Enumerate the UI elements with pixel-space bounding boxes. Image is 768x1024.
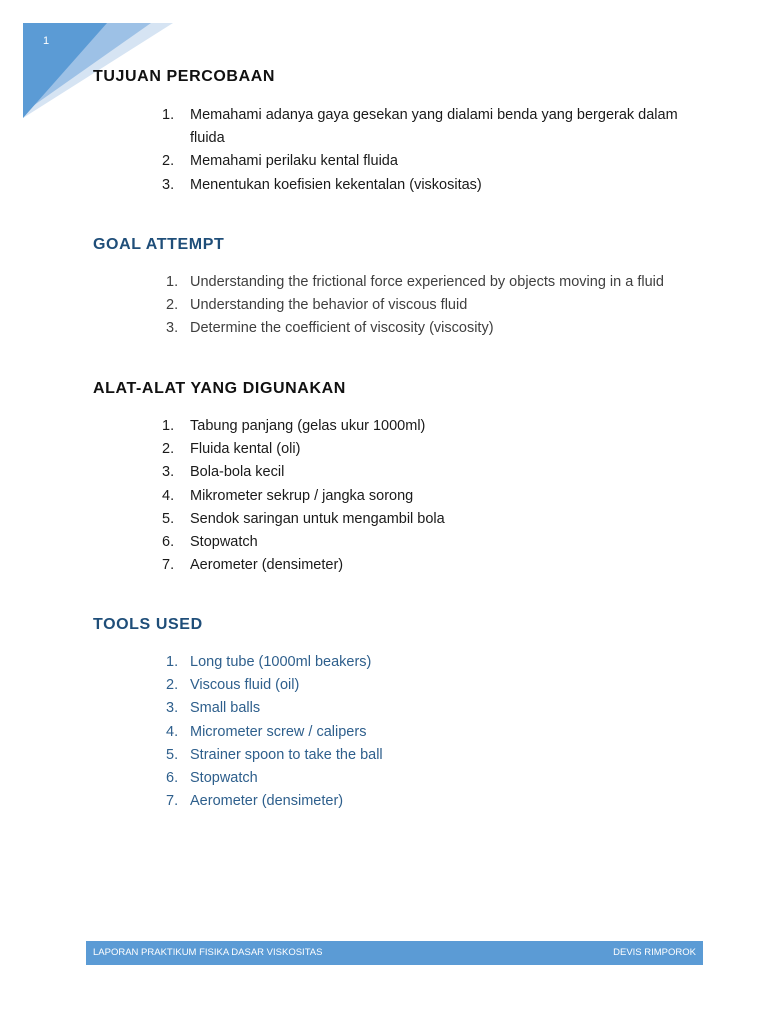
list-item: 4. Mikrometer sekrup / jangka sorong: [162, 487, 414, 504]
list-item: 6. Stopwatch: [162, 534, 258, 551]
goal-list: [166, 271, 706, 341]
footer-author: DEVIS RIMPOROK: [613, 947, 696, 958]
list-item: 2. Memahami perilaku kental fluida: [162, 153, 398, 170]
tools-list: [166, 651, 686, 813]
footer-title: LAPORAN PRAKTIKUM FISIKA DASAR VISKOSITAS: [93, 947, 323, 958]
list-item: 1. Tabung panjang (gelas ukur 1000ml): [162, 418, 426, 434]
list-item: 5. Strainer spoon to take the ball: [166, 746, 383, 763]
tujuan-list: [162, 104, 682, 197]
list-item: 2. Viscous fluid (oil): [166, 677, 300, 694]
list-item: 1. Memahami adanya gaya gesekan yang dialami benda yang bergerak dalam fluida: [162, 107, 678, 147]
list-item: 2. Understanding the behavior of viscous fluid: [166, 297, 468, 314]
alat-list: [162, 415, 682, 577]
page-footer: [86, 941, 703, 965]
section-heading-alat: ALAT-ALAT YANG DIGUNAKAN: [93, 380, 346, 397]
list-item: 4. Micrometer screw / calipers: [166, 723, 367, 740]
list-item: 3. Determine the coefficient of viscosity (viscosity): [166, 320, 494, 337]
page-number: 1: [43, 35, 50, 47]
section-heading-goal: GOAL ATTEMPT: [93, 236, 225, 253]
list-item: 7. Aerometer (densimeter): [162, 557, 344, 574]
list-item: 3. Bola-bola kecil: [162, 464, 285, 481]
list-item: 3. Small balls: [166, 700, 261, 717]
list-item: 1. Understanding the frictional force experienced by objects moving in a fluid: [166, 274, 664, 290]
list-item: 6. Stopwatch: [166, 770, 258, 787]
section-heading-tujuan: TUJUAN PERCOBAAN: [93, 68, 276, 85]
list-item: 7. Aerometer (densimeter): [166, 793, 344, 810]
list-item: 2. Fluida kental (oli): [162, 441, 301, 458]
list-item: 3. Menentukan koefisien kekentalan (viskositas): [162, 176, 482, 193]
list-item: 5. Sendok saringan untuk mengambil bola: [162, 510, 445, 527]
section-heading-tools: TOOLS USED: [93, 616, 203, 633]
list-item: 1. Long tube (1000ml beakers): [166, 654, 372, 670]
